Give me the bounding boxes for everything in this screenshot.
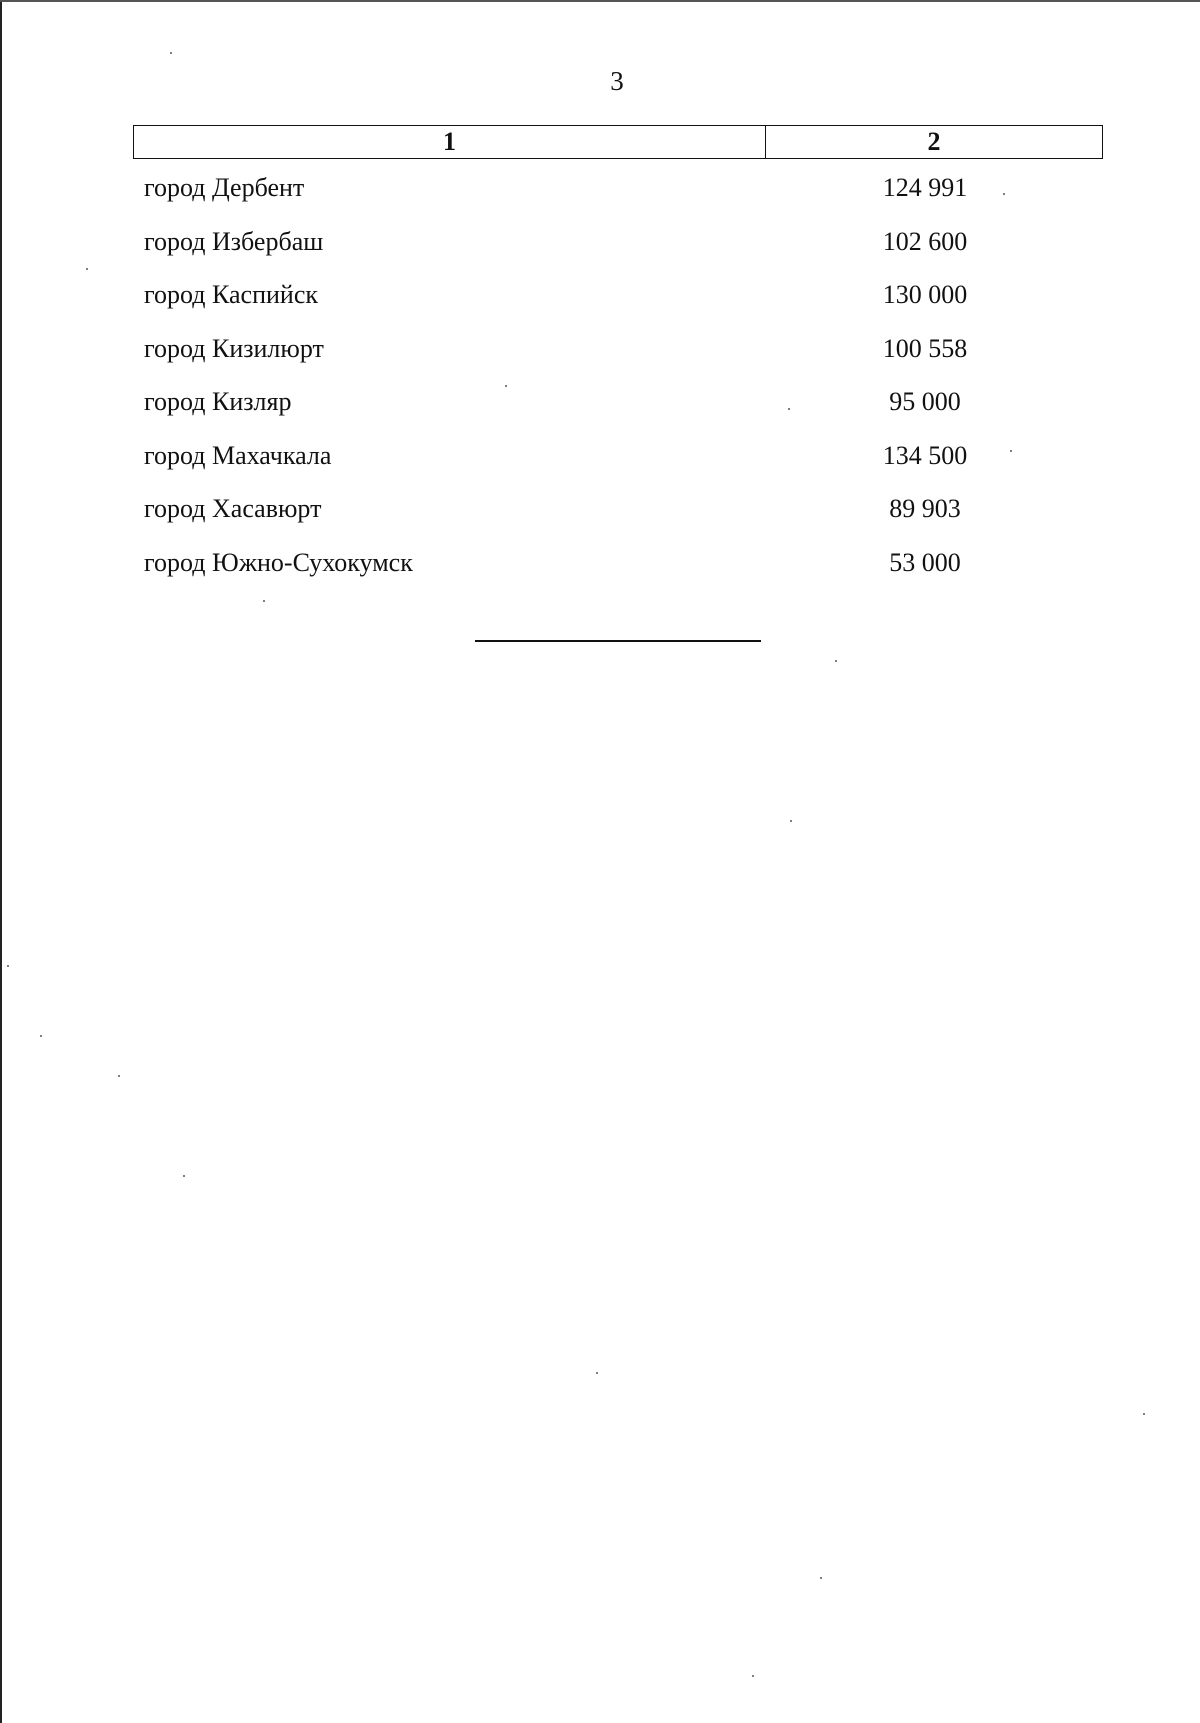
table-body — [144, 168, 1104, 596]
scan-speck — [505, 385, 507, 387]
scan-speck — [788, 408, 790, 410]
city-name: город Южно-Сухокумск — [144, 547, 413, 577]
table-header — [133, 125, 1103, 159]
scan-speck — [1143, 1413, 1145, 1415]
scan-speck — [170, 52, 172, 54]
city-value: 102 600 — [882, 226, 968, 256]
page-number: 3 — [610, 66, 624, 96]
end-of-table-rule — [475, 640, 761, 642]
table-row — [144, 382, 1104, 436]
scan-speck — [1003, 193, 1005, 195]
scan-speck — [183, 1175, 185, 1177]
scan-speck — [596, 1372, 598, 1374]
city-name: город Дербент — [144, 173, 305, 202]
table-row — [144, 222, 1104, 276]
scan-speck — [752, 1675, 754, 1677]
table-row — [144, 275, 1104, 329]
table-header-col-2: 2 — [927, 127, 941, 156]
city-value: 124 991 — [882, 173, 968, 202]
city-value: 95 000 — [889, 387, 961, 416]
city-value: 89 903 — [889, 494, 961, 523]
scan-speck — [118, 1075, 120, 1077]
city-name: город Кизляр — [144, 387, 292, 416]
scan-edge-left — [0, 0, 2, 1723]
scan-speck — [86, 268, 88, 270]
table-row — [144, 329, 1104, 383]
scan-speck — [820, 1577, 822, 1579]
city-name: город Кизилюрт — [144, 333, 324, 363]
city-name: город Махачкала — [144, 440, 332, 470]
table-row — [144, 543, 1104, 597]
table-row — [144, 489, 1104, 543]
table-header-col-1: 1 — [134, 126, 766, 158]
city-name: город Каспийск — [144, 280, 318, 309]
city-value: 53 000 — [889, 547, 961, 577]
scan-speck — [263, 600, 265, 602]
scan-speck — [835, 660, 837, 662]
scan-speck — [790, 820, 792, 822]
city-value: 130 000 — [882, 280, 968, 309]
scan-speck — [7, 965, 9, 967]
scan-speck — [40, 1035, 42, 1037]
city-name: город Избербаш — [144, 226, 324, 256]
city-value: 100 558 — [882, 333, 968, 363]
table-row — [144, 168, 1104, 222]
city-value: 134 500 — [882, 440, 968, 470]
scan-speck — [1010, 450, 1012, 452]
scan-edge-top — [0, 0, 1200, 2]
city-name: город Хасавюрт — [144, 494, 322, 523]
table-row — [144, 436, 1104, 490]
